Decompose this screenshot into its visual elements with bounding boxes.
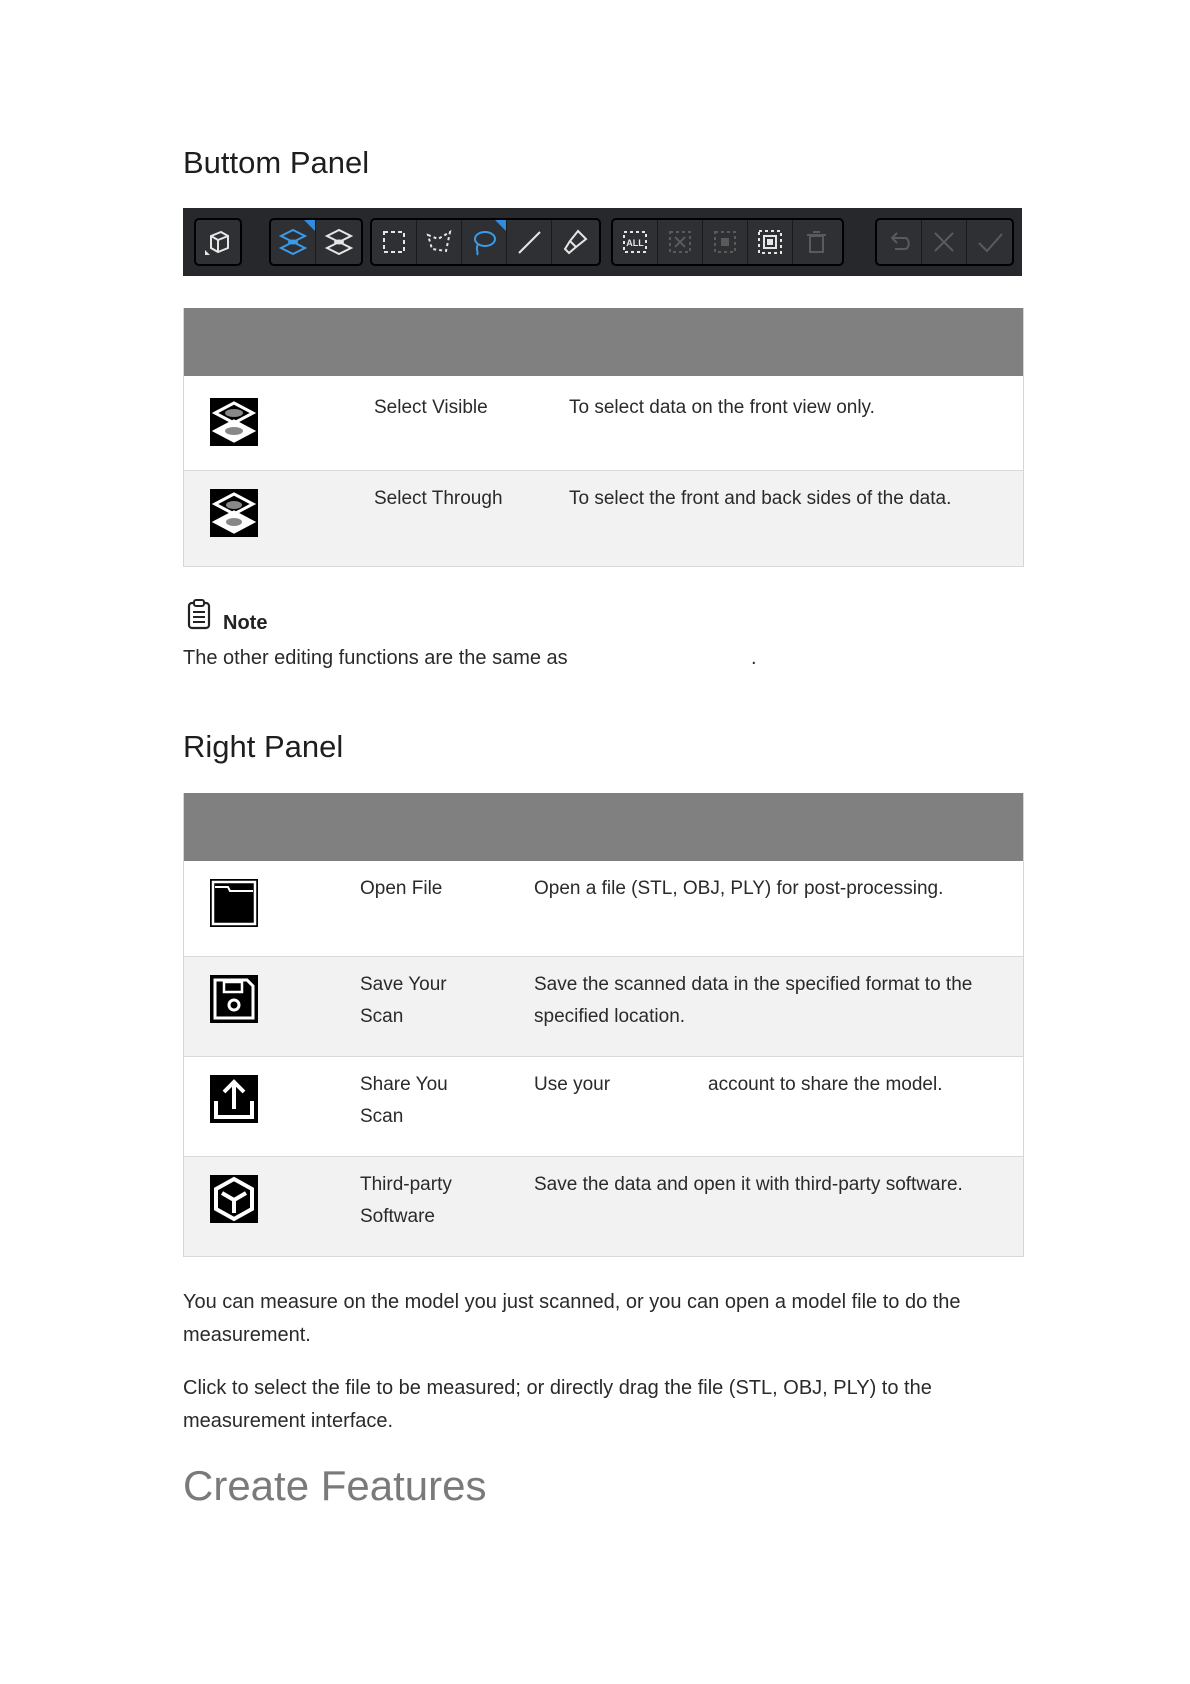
- row-name-line-1: Save Your: [360, 974, 447, 995]
- select-through-icon: [324, 227, 354, 257]
- save-icon: [210, 975, 258, 1023]
- bottom-toolbar: [183, 208, 1022, 276]
- view-cube-button[interactable]: [196, 220, 240, 264]
- delete-button[interactable]: [793, 220, 838, 264]
- select-all-label: ALL: [626, 238, 644, 248]
- note-title: Note: [223, 612, 268, 634]
- folder-icon: [210, 879, 258, 927]
- table-row: [184, 376, 1023, 471]
- connected-select-button[interactable]: [748, 220, 793, 264]
- select-through-icon: [210, 489, 258, 537]
- row-description-line-2: specified location.: [534, 1006, 686, 1027]
- confirm-icon: [975, 227, 1005, 257]
- row-description: To select data on the front view only.: [569, 397, 875, 418]
- clipboard-icon: [186, 598, 212, 630]
- invert-select-button[interactable]: [703, 220, 748, 264]
- table-row: [184, 957, 1023, 1057]
- toolbar-group-select-mode: [269, 218, 363, 266]
- select-through-button[interactable]: [316, 220, 361, 264]
- brush-select-icon: [560, 227, 590, 257]
- create-features-heading: Create Features: [183, 1462, 487, 1509]
- polygon-select-button[interactable]: [417, 220, 462, 264]
- row-name: Open File: [360, 878, 443, 899]
- table-row: [184, 1157, 1023, 1257]
- cancel-icon: [929, 227, 959, 257]
- row-name: Select Through: [374, 488, 503, 509]
- paragraph: You can measure on the model you just scanned, or you can open a model file to do the measurement.: [183, 1291, 961, 1346]
- select-visible-icon: [210, 398, 258, 446]
- lasso-select-icon: [469, 227, 499, 257]
- note-text: The other editing functions are the same as: [183, 647, 568, 669]
- bottom-panel-table: [183, 308, 1024, 567]
- cancel-button[interactable]: [922, 220, 967, 264]
- lasso-select-button[interactable]: [462, 220, 507, 264]
- select-visible-icon: [278, 227, 308, 257]
- toolbar-group-view: [194, 218, 242, 266]
- paragraph: Click to select the file to be measured; or directly drag the file (STL, OBJ, PLY) to the measurement interface.: [183, 1377, 932, 1432]
- line-select-icon: [514, 227, 544, 257]
- row-name: Select Visible: [374, 397, 488, 418]
- rectangle-select-icon: [379, 227, 409, 257]
- deselect-button[interactable]: [658, 220, 703, 264]
- polygon-select-icon: [424, 227, 454, 257]
- deselect-icon: [665, 227, 695, 257]
- row-name-line-1: Share You: [360, 1074, 448, 1095]
- table-row: [184, 1057, 1023, 1157]
- row-name-line-2: Scan: [360, 1106, 404, 1127]
- bottom-panel-heading: Buttom Panel: [183, 145, 370, 180]
- rectangle-select-button[interactable]: [372, 220, 417, 264]
- right-panel-table: [183, 793, 1024, 1257]
- delete-icon: [801, 227, 831, 257]
- select-all-button[interactable]: [613, 220, 658, 264]
- toolbar-group-edit: [611, 218, 844, 266]
- undo-icon: [884, 227, 914, 257]
- row-description: Save the data and open it with third-party software.: [534, 1174, 963, 1195]
- table-row: [184, 471, 1023, 567]
- row-description-start: Use your: [534, 1074, 611, 1095]
- row-name-line-2: Software: [360, 1206, 435, 1227]
- invert-select-icon: [710, 227, 740, 257]
- share-icon: [210, 1075, 258, 1123]
- note-text-end: .: [751, 647, 757, 669]
- row-description-end: account to share the model.: [708, 1074, 943, 1095]
- undo-button[interactable]: [877, 220, 922, 264]
- cube-icon: [210, 1175, 258, 1223]
- table-header: [184, 793, 1023, 861]
- right-panel-heading: Right Panel: [183, 729, 344, 764]
- select-visible-button[interactable]: [271, 220, 316, 264]
- table-row: [184, 861, 1023, 957]
- connected-select-icon: [755, 227, 785, 257]
- select-all-icon: [620, 227, 650, 257]
- row-name-line-2: Scan: [360, 1006, 404, 1027]
- table-header: [184, 308, 1023, 376]
- line-select-button[interactable]: [507, 220, 552, 264]
- row-description: Open a file (STL, OBJ, PLY) for post-processing.: [534, 878, 944, 899]
- row-description: To select the front and back sides of the data.: [569, 488, 952, 509]
- row-name-line-1: Third-party: [360, 1174, 452, 1195]
- view-cube-icon: [203, 227, 233, 257]
- confirm-button[interactable]: [967, 220, 1012, 264]
- brush-select-button[interactable]: [552, 220, 597, 264]
- row-description-line-1: Save the scanned data in the specified format to the: [534, 974, 973, 995]
- toolbar-group-selection-tools: [370, 218, 601, 266]
- toolbar-group-actions: [875, 218, 1014, 266]
